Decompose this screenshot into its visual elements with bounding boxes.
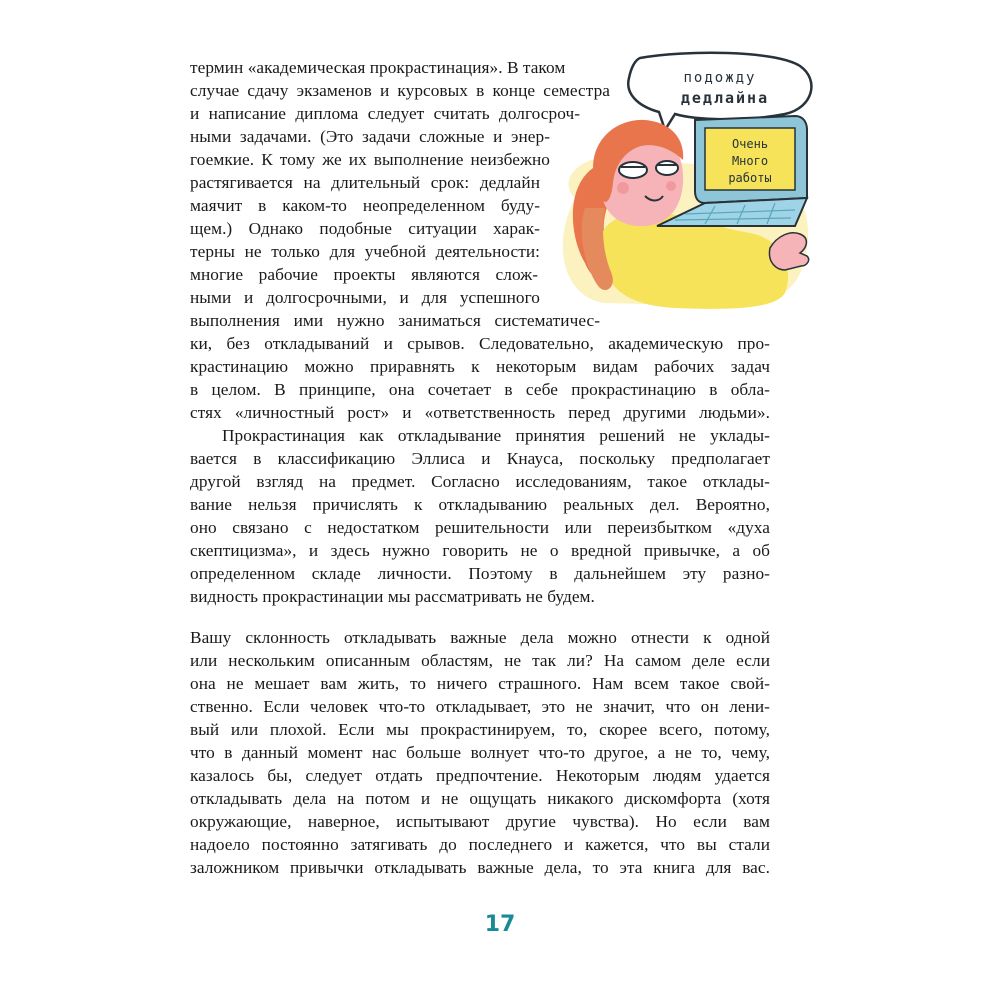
text-line: многие рабочие проекты являются слож- [190,265,538,284]
text-line: оно связано с недостатком решительности или переизбытком «духа [190,518,770,537]
text-line: вание нельзя причислять к откладыванию реальных дел. Вероятно, [190,495,770,514]
text-line: заложником привычки откладывать важные дела, то эта книга для вас. [190,858,770,877]
text-line: откладывать дела на потом и не ощущать никакого дискомфорта (хотя [190,789,770,808]
speech-bubble-line2: дедлайна [680,89,770,107]
text-line: термин «академическая прокрастинация». В таком [190,58,566,77]
text-line: гоемкие. К тому же их выполнение неизбежно [190,150,550,169]
text-line: маячит в каком-то неопределенном буду- [190,196,540,215]
text-line: вается в классификацию Эллиса и Кнауса, поскольку предполагает [190,449,770,468]
text-line: стях «личностный рост» и «ответственность перед другими людьми». [190,403,770,422]
text-line: определенном складе личности. Поэтому в дальнейшем эту разно- [190,564,770,583]
screen-line2: Много [731,154,769,168]
page-number: 17 [484,912,516,937]
text-line: или нескольким описанным областям, не так ли? На самом деле если [190,651,770,670]
text-line: случае сдачу экзаменов и курсовых в конце семестра [190,81,610,100]
screen-line1: Очень [731,137,769,151]
text-line: надоело постоянно затягивать до последнего и кажется, что вы стали [190,835,770,854]
text-line: выполнения ими нужно заниматься систематичес- [190,311,600,330]
cheek-right [666,181,676,191]
text-line: скептицизма», и здесь нужно говорить не о вредной привычке, а об [190,541,770,560]
text-line: крастинацию можно приравнять к некоторым видам рабочих задач [190,357,770,376]
text-line: она не мешает вам жить, то ничего страшного. Нам всем такое свой- [190,674,770,693]
text-line: казалось бы, следует отдать предпочтение. Некоторым людям удается [190,766,770,785]
text-line: другой взгляд на предмет. Согласно исследованиям, такое отклады- [190,472,770,491]
paragraph-first-line: Прокрастинация как откладывание принятия решений не уклады- [222,426,770,445]
text-line: ными и долгосрочными, и для успешного [190,288,540,307]
text-line: окружающие, наверное, испытывают другие чувства). Но если вам [190,812,770,831]
right-eye [656,161,678,175]
text-line: ственно. Если человек что-то откладывает, это не значит, что он лени- [190,697,770,716]
speech-bubble-line1: подожду [683,70,757,86]
text-line: в целом. В принципе, она сочетает в себе прокрастинацию в обла- [190,380,770,399]
paragraph-first-line: Вашу склонность откладывать важные дела можно отнести к одной [190,628,770,647]
text-line: видность прокрастинации мы рассматривать не будем. [190,587,595,606]
text-line: растягивается на длительный срок: дедлайн [190,173,540,192]
text-line: вый или плохой. Если мы прокрастинируем, то, скорее всего, потому, [190,720,770,739]
cheek-left [617,182,629,194]
screen-line3: работы [728,171,772,185]
text-line: терны не только для учебной деятельности: [190,242,540,261]
text-line: щем.) Однако подобные ситуации харак- [190,219,540,238]
text-line: что в данный момент нас больше волнует что-то другое, а не то, чему, [190,743,770,762]
text-line: ными задачами. (Это задачи сложные и энер- [190,127,550,146]
text-line: ки, без откладываний и срывов. Следовательно, академическую про- [190,334,770,353]
text-line: и написание диплома следует считать долгосроч- [190,104,580,123]
left-eye [619,162,647,178]
illustration-girl-with-laptop [545,48,815,310]
